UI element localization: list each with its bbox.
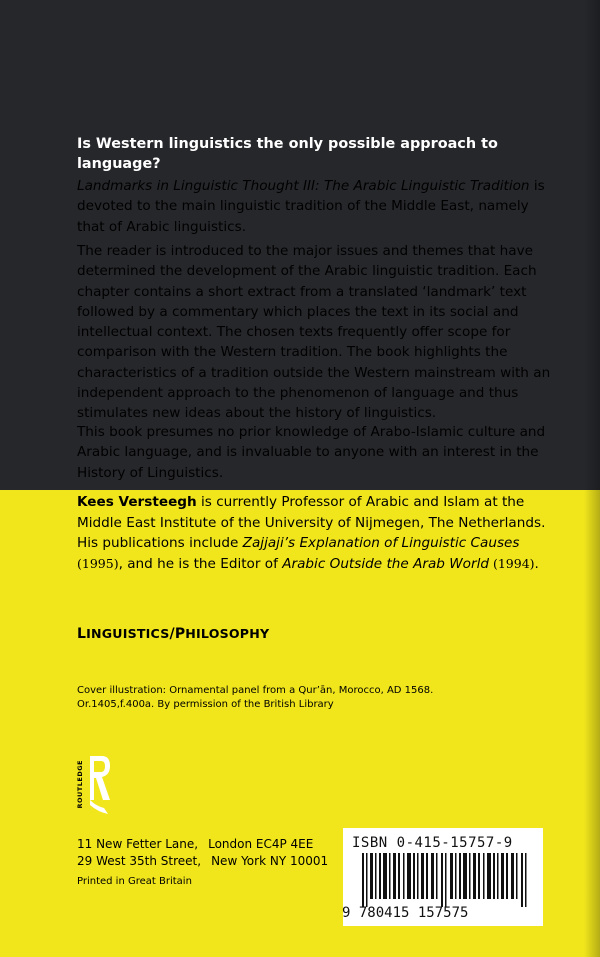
address-city: London EC4P 4EE	[208, 837, 314, 851]
subject-letter: L	[77, 626, 87, 642]
barcode-number: 9 780415 157575	[342, 905, 469, 921]
headline-question: Is Western linguistics the only possible approach to language?	[77, 136, 498, 172]
printed-in: Printed in Great Britain	[77, 876, 192, 887]
subject-slash: /	[169, 626, 175, 642]
spine-edge	[584, 0, 600, 957]
bio-text: .	[534, 555, 539, 572]
bio-text: is currently Professor of Arabic and Islam at the Middle East Institute of the University of Nijmegen, The Netherlands. His publications include	[77, 494, 546, 551]
bio-year: (1995)	[77, 555, 119, 571]
intro-text: is devoted to the main linguistic tradition of the Middle East, namely that of Arabic linguistics.	[77, 178, 545, 235]
intro-paragraph	[77, 176, 557, 237]
bio-year: (1994)	[489, 555, 535, 571]
bio-book-title: Arabic Outside the Arab World	[282, 555, 489, 572]
address-street: 11 New Fetter Lane,	[77, 837, 199, 851]
address-street: 29 West 35th Street,	[77, 854, 202, 868]
book-title: Landmarks in Linguistic Thought III: The Arabic Linguistic Tradition	[77, 178, 530, 194]
subject-category	[77, 626, 269, 642]
subject-text: INGUISTICS	[86, 626, 170, 641]
description-paragraph: The reader is introduced to the major issues and themes that have determined the development of the Arabic linguistic tradition. Each chapter contains a short extract from a translated ‘landmark’ text followed by a commentary which places the text in its social and intellectual context. The chosen texts frequently offer scope for comparison with the Western tradition. The book highlights the characteristics of a tradition outside the Western mainstream with an independent approach to the phenomenon of language and thus stimulates new ideas about the history of linguistics.	[77, 243, 551, 422]
isbn-text: ISBN 0-415-15757-9	[352, 835, 513, 851]
audience-paragraph: This book presumes no prior knowledge of Arabo-Islamic culture and Arabic language, and is invaluable to anyone with an interest in the History of Linguistics.	[77, 424, 546, 481]
bio-book-title: Zajjaji’s Explanation of Linguistic Causes	[242, 535, 520, 551]
author-bio	[77, 492, 557, 574]
barcode-icon	[362, 853, 532, 907]
bio-text: , and he is the Editor of	[118, 555, 283, 572]
address-city: New York NY 10001	[211, 854, 329, 868]
address-line-us	[77, 853, 328, 869]
cover-illustration-credit: Cover illustration: Ornamental panel from a Qur’ān, Morocco, AD 1568. Or.1405,f.400a. By permission of the British Library	[77, 685, 434, 710]
address-line-uk	[77, 836, 313, 852]
publisher-name: ROUTLEDGE	[76, 760, 84, 809]
subject-letter: P	[174, 626, 186, 642]
subject-text: HILOSOPHY	[185, 626, 270, 641]
author-name: Kees Versteegh	[77, 494, 197, 510]
